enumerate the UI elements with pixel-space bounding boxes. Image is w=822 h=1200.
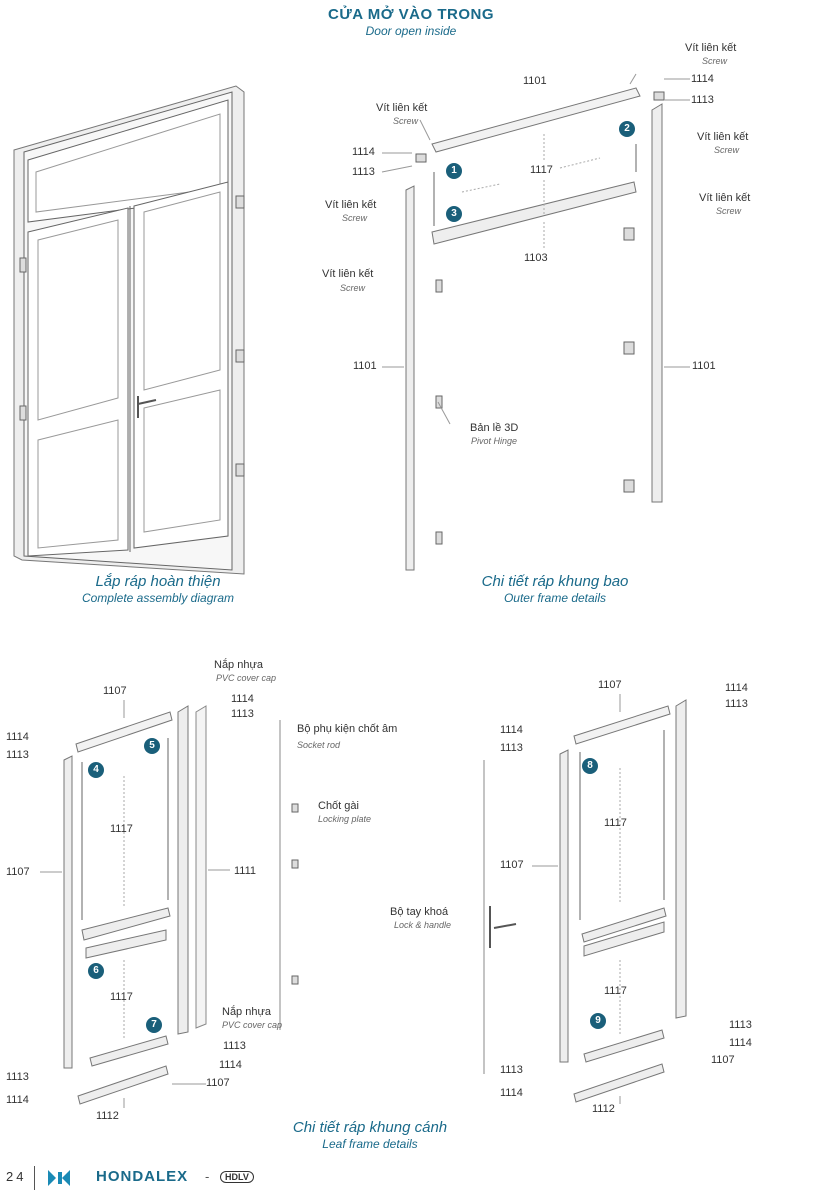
partner-logo: HDLV xyxy=(220,1171,254,1183)
label-1114: 1114 xyxy=(352,146,375,158)
label-lock-vi: Bộ tay khoá xyxy=(390,906,449,918)
label-screw-en: Screw xyxy=(393,116,419,126)
label-1103: 1103 xyxy=(524,252,548,264)
caption-assembly: Lắp ráp hoàn thiện xyxy=(95,573,221,590)
badge-2: 2 xyxy=(619,121,635,137)
label-1114: 1114 xyxy=(6,1094,29,1106)
label-1113: 1113 xyxy=(691,94,714,106)
badge-7: 7 xyxy=(146,1017,162,1033)
label-hinge-vi: Bản lề 3D xyxy=(470,422,519,434)
label-socket-en: Socket rod xyxy=(297,740,341,750)
label-screw-vi: Vít liên kết xyxy=(322,268,374,280)
label-1113: 1113 xyxy=(223,1040,246,1052)
page-number: 24 xyxy=(6,1169,27,1184)
label-1114: 1114 xyxy=(219,1059,242,1071)
label-1113: 1113 xyxy=(231,708,254,720)
page-title: CỬA MỞ VÀO TRONG xyxy=(327,6,494,23)
badge-1: 1 xyxy=(446,163,462,179)
caption-assembly-sub: Complete assembly diagram xyxy=(81,591,235,605)
hondalex-logo-icon xyxy=(48,1170,70,1186)
footer-divider xyxy=(34,1166,35,1190)
label-screw-en: Screw xyxy=(716,206,742,216)
leaf-frame-right-drawing xyxy=(484,694,686,1104)
label-screw-vi: Vít liên kết xyxy=(697,131,749,143)
label-1114: 1114 xyxy=(729,1037,752,1049)
label-1114: 1114 xyxy=(6,731,29,743)
label-1107: 1107 xyxy=(6,866,30,878)
label-1117: 1117 xyxy=(604,817,627,829)
badge-6: 6 xyxy=(88,963,104,979)
caption-leaf-frame-sub: Leaf frame details xyxy=(322,1137,418,1151)
label-screw-en: Screw xyxy=(702,56,728,66)
label-1114: 1114 xyxy=(725,682,748,694)
leaf-frame-left-drawing xyxy=(40,700,298,1108)
label-1101-right: 1101 xyxy=(692,360,716,372)
caption-outer-frame-sub: Outer frame details xyxy=(503,591,607,605)
label-socket-vi: Bộ phụ kiện chốt âm xyxy=(297,723,398,735)
label-screw-en: Screw xyxy=(342,213,368,223)
label-cap-en: PVC cover cap xyxy=(216,673,277,683)
label-1111: 1111 xyxy=(234,865,257,877)
assembly-door-drawing xyxy=(14,86,244,574)
label-screw-vi: Vít liên kết xyxy=(325,199,377,211)
badge-4: 4 xyxy=(88,762,104,778)
caption-outer-frame: Chi tiết ráp khung bao xyxy=(481,573,629,590)
label-hinge-en: Pivot Hinge xyxy=(471,436,518,446)
label-screw-en: Screw xyxy=(340,283,366,293)
badge-5: 5 xyxy=(144,738,160,754)
label-1117: 1117 xyxy=(110,823,133,835)
label-1113: 1113 xyxy=(6,749,29,761)
label-1117: 1117 xyxy=(604,985,627,997)
label-lock-en: Lock & handle xyxy=(394,920,452,930)
label-1117: 1117 xyxy=(110,991,133,1003)
footer-dash: - xyxy=(205,1169,210,1184)
label-1114: 1114 xyxy=(500,1087,523,1099)
label-1114: 1114 xyxy=(691,73,714,85)
label-1101-top: 1101 xyxy=(523,75,547,87)
label-1117: 1117 xyxy=(530,164,553,176)
caption-leaf-frame: Chi tiết ráp khung cánh xyxy=(292,1119,448,1136)
label-1112: 1112 xyxy=(96,1110,119,1122)
label-screw-vi: Vít liên kết xyxy=(699,192,751,204)
badge-3: 3 xyxy=(446,206,462,222)
label-cap-vi: Nắp nhựa xyxy=(222,1006,271,1018)
badge-9: 9 xyxy=(590,1013,606,1029)
label-screw-en: Screw xyxy=(714,145,740,155)
badge-8: 8 xyxy=(582,758,598,774)
label-1114: 1114 xyxy=(500,724,523,736)
label-1113: 1113 xyxy=(500,1064,523,1076)
label-1107: 1107 xyxy=(103,685,127,697)
label-plate-en: Locking plate xyxy=(318,814,372,824)
label-cap-en: PVC cover cap xyxy=(222,1020,283,1030)
label-1107: 1107 xyxy=(711,1054,735,1066)
page-subtitle: Door open inside xyxy=(365,24,457,38)
label-1107: 1107 xyxy=(206,1077,230,1089)
label-1107: 1107 xyxy=(500,859,524,871)
label-screw-vi: Vít liên kết xyxy=(376,102,428,114)
label-1113: 1113 xyxy=(725,698,748,710)
label-1112: 1112 xyxy=(592,1103,615,1115)
label-1113: 1113 xyxy=(6,1071,29,1083)
label-1113: 1113 xyxy=(352,166,375,178)
outer-frame-drawing xyxy=(382,74,690,570)
label-cap-vi: Nắp nhựa xyxy=(214,659,263,671)
label-1114: 1114 xyxy=(231,693,254,705)
label-1113: 1113 xyxy=(729,1019,752,1031)
label-1113: 1113 xyxy=(500,742,523,754)
label-1101-left: 1101 xyxy=(353,360,377,372)
label-screw-vi: Vít liên kết xyxy=(685,42,737,54)
label-plate-vi: Chốt gài xyxy=(318,800,359,812)
label-1107: 1107 xyxy=(598,679,622,691)
brand-logo: HONDALEX xyxy=(96,1168,189,1185)
